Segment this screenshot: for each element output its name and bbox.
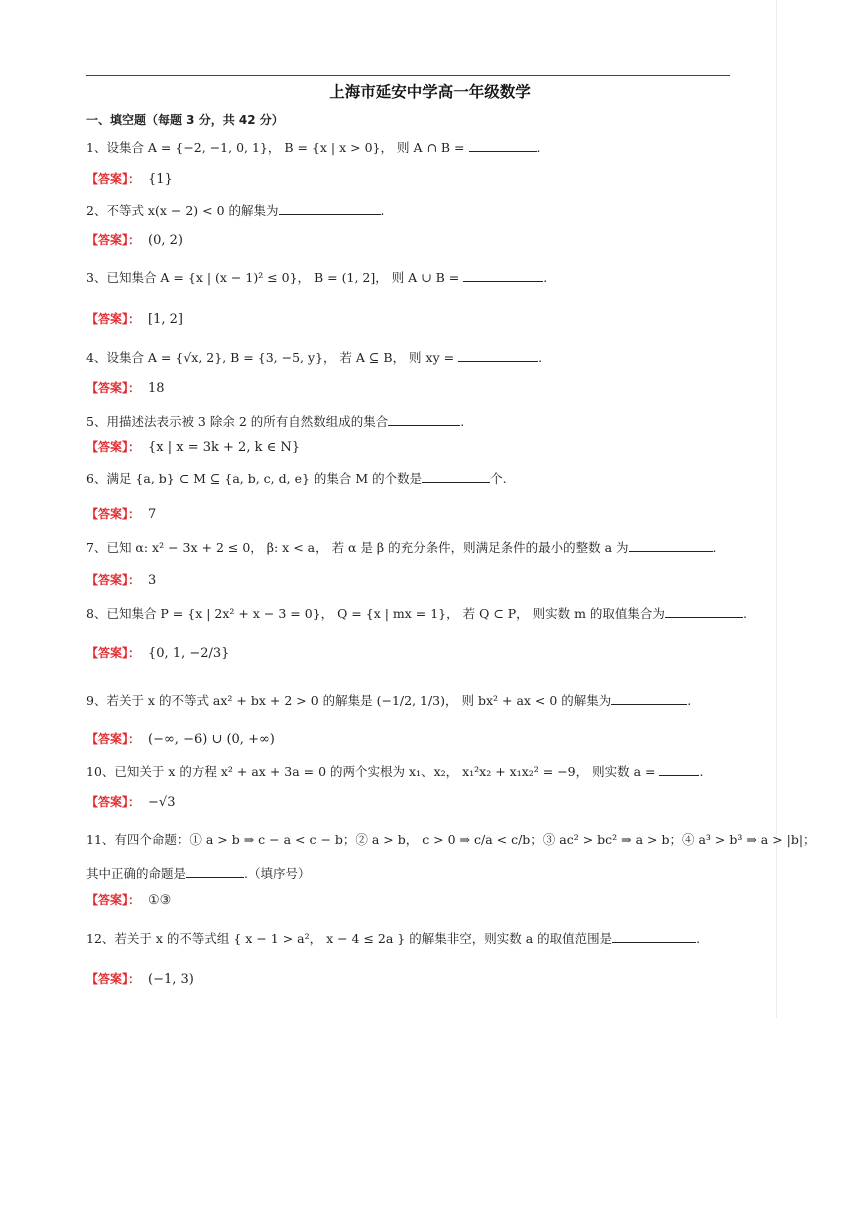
question-5: 5、用描述法表示被 3 除余 2 的所有自然数组成的集合 . [86,414,465,429]
question-6: 6、满足 {a, b} ⊂ M ⊆ {a, b, c, d, e} 的集合 M 的个数是 个. [86,471,507,486]
question-10: 10、已知关于 x 的方程 x² + ax + 3a = 0 的两个实根为 x₁、x₂， x₁²x₂ + x₁x₂² = −9， 则实数 a = . [86,764,704,779]
answer-5: 【答案】： {x | x = 3k + 2, k ∈ N} [86,440,301,455]
answer-8: 【答案】： {0, 1, −2/3} [86,646,230,661]
question-1: 1、设集合 A = {−2, −1, 0, 1}， B = {x | x > 0}， 则 A ∩ B = . [86,140,541,155]
question-9: 9、若关于 x 的不等式 ax² + bx + 2 > 0 的解集是 (−1/2, 1/3)， 则 bx² + ax < 0 的解集为 . [86,693,692,708]
answer-12: 【答案】： (−1, 3) [86,972,194,987]
question-2: 2、不等式 x(x − 2) < 0 的解集为 . [86,203,385,218]
answer-3: 【答案】： [1, 2] [86,312,183,327]
margin-line [776,0,777,1018]
answer-11: 【答案】： ①③ [86,893,172,908]
page-title: 上海市延安中学高一年级数学 [329,83,531,101]
question-4: 4、设集合 A = {√x, 2}, B = {3, −5, y}， 若 A ⊆ B， 则 xy = . [86,350,543,365]
answer-6: 【答案】： 7 [86,507,157,522]
header-rule [86,75,730,76]
question-11-continuation: 其中正确的命题是 .（填序号） [86,866,311,881]
answer-1: 【答案】： {1} [86,172,173,187]
answer-10: 【答案】： −√3 [86,795,176,810]
answer-2: 【答案】： (0, 2) [86,233,183,248]
question-11: 11、有四个命题：① a > b ⇒ c − a < c − b；② a > b， c > 0 ⇒ c/a < c/b；③ ac² > bc² ⇒ a > b；④ a³ > b³ ⇒ a > |b|； [86,832,816,847]
answer-9: 【答案】： (−∞, −6) ∪ (0, +∞) [86,732,275,747]
section-heading: 一、填空题（每题 3 分，共 42 分） [86,113,284,127]
question-8: 8、已知集合 P = {x | 2x² + x − 3 = 0}， Q = {x | mx = 1}， 若 Q ⊂ P， 则实数 m 的取值集合为 . [86,606,747,621]
question-7: 7、已知 α: x² − 3x + 2 ≤ 0， β: x < a， 若 α 是 β 的充分条件，则满足条件的最小的整数 a 为 . [86,540,717,555]
question-12: 12、若关于 x 的不等式组 { x − 1 > a²， x − 4 ≤ 2a } 的解集非空，则实数 a 的取值范围是 . [86,931,701,946]
answer-4: 【答案】： 18 [86,381,165,396]
answer-7: 【答案】： 3 [86,573,157,588]
question-3: 3、已知集合 A = {x | (x − 1)² ≤ 0}， B = (1, 2]， 则 A ∪ B = . [86,270,548,285]
